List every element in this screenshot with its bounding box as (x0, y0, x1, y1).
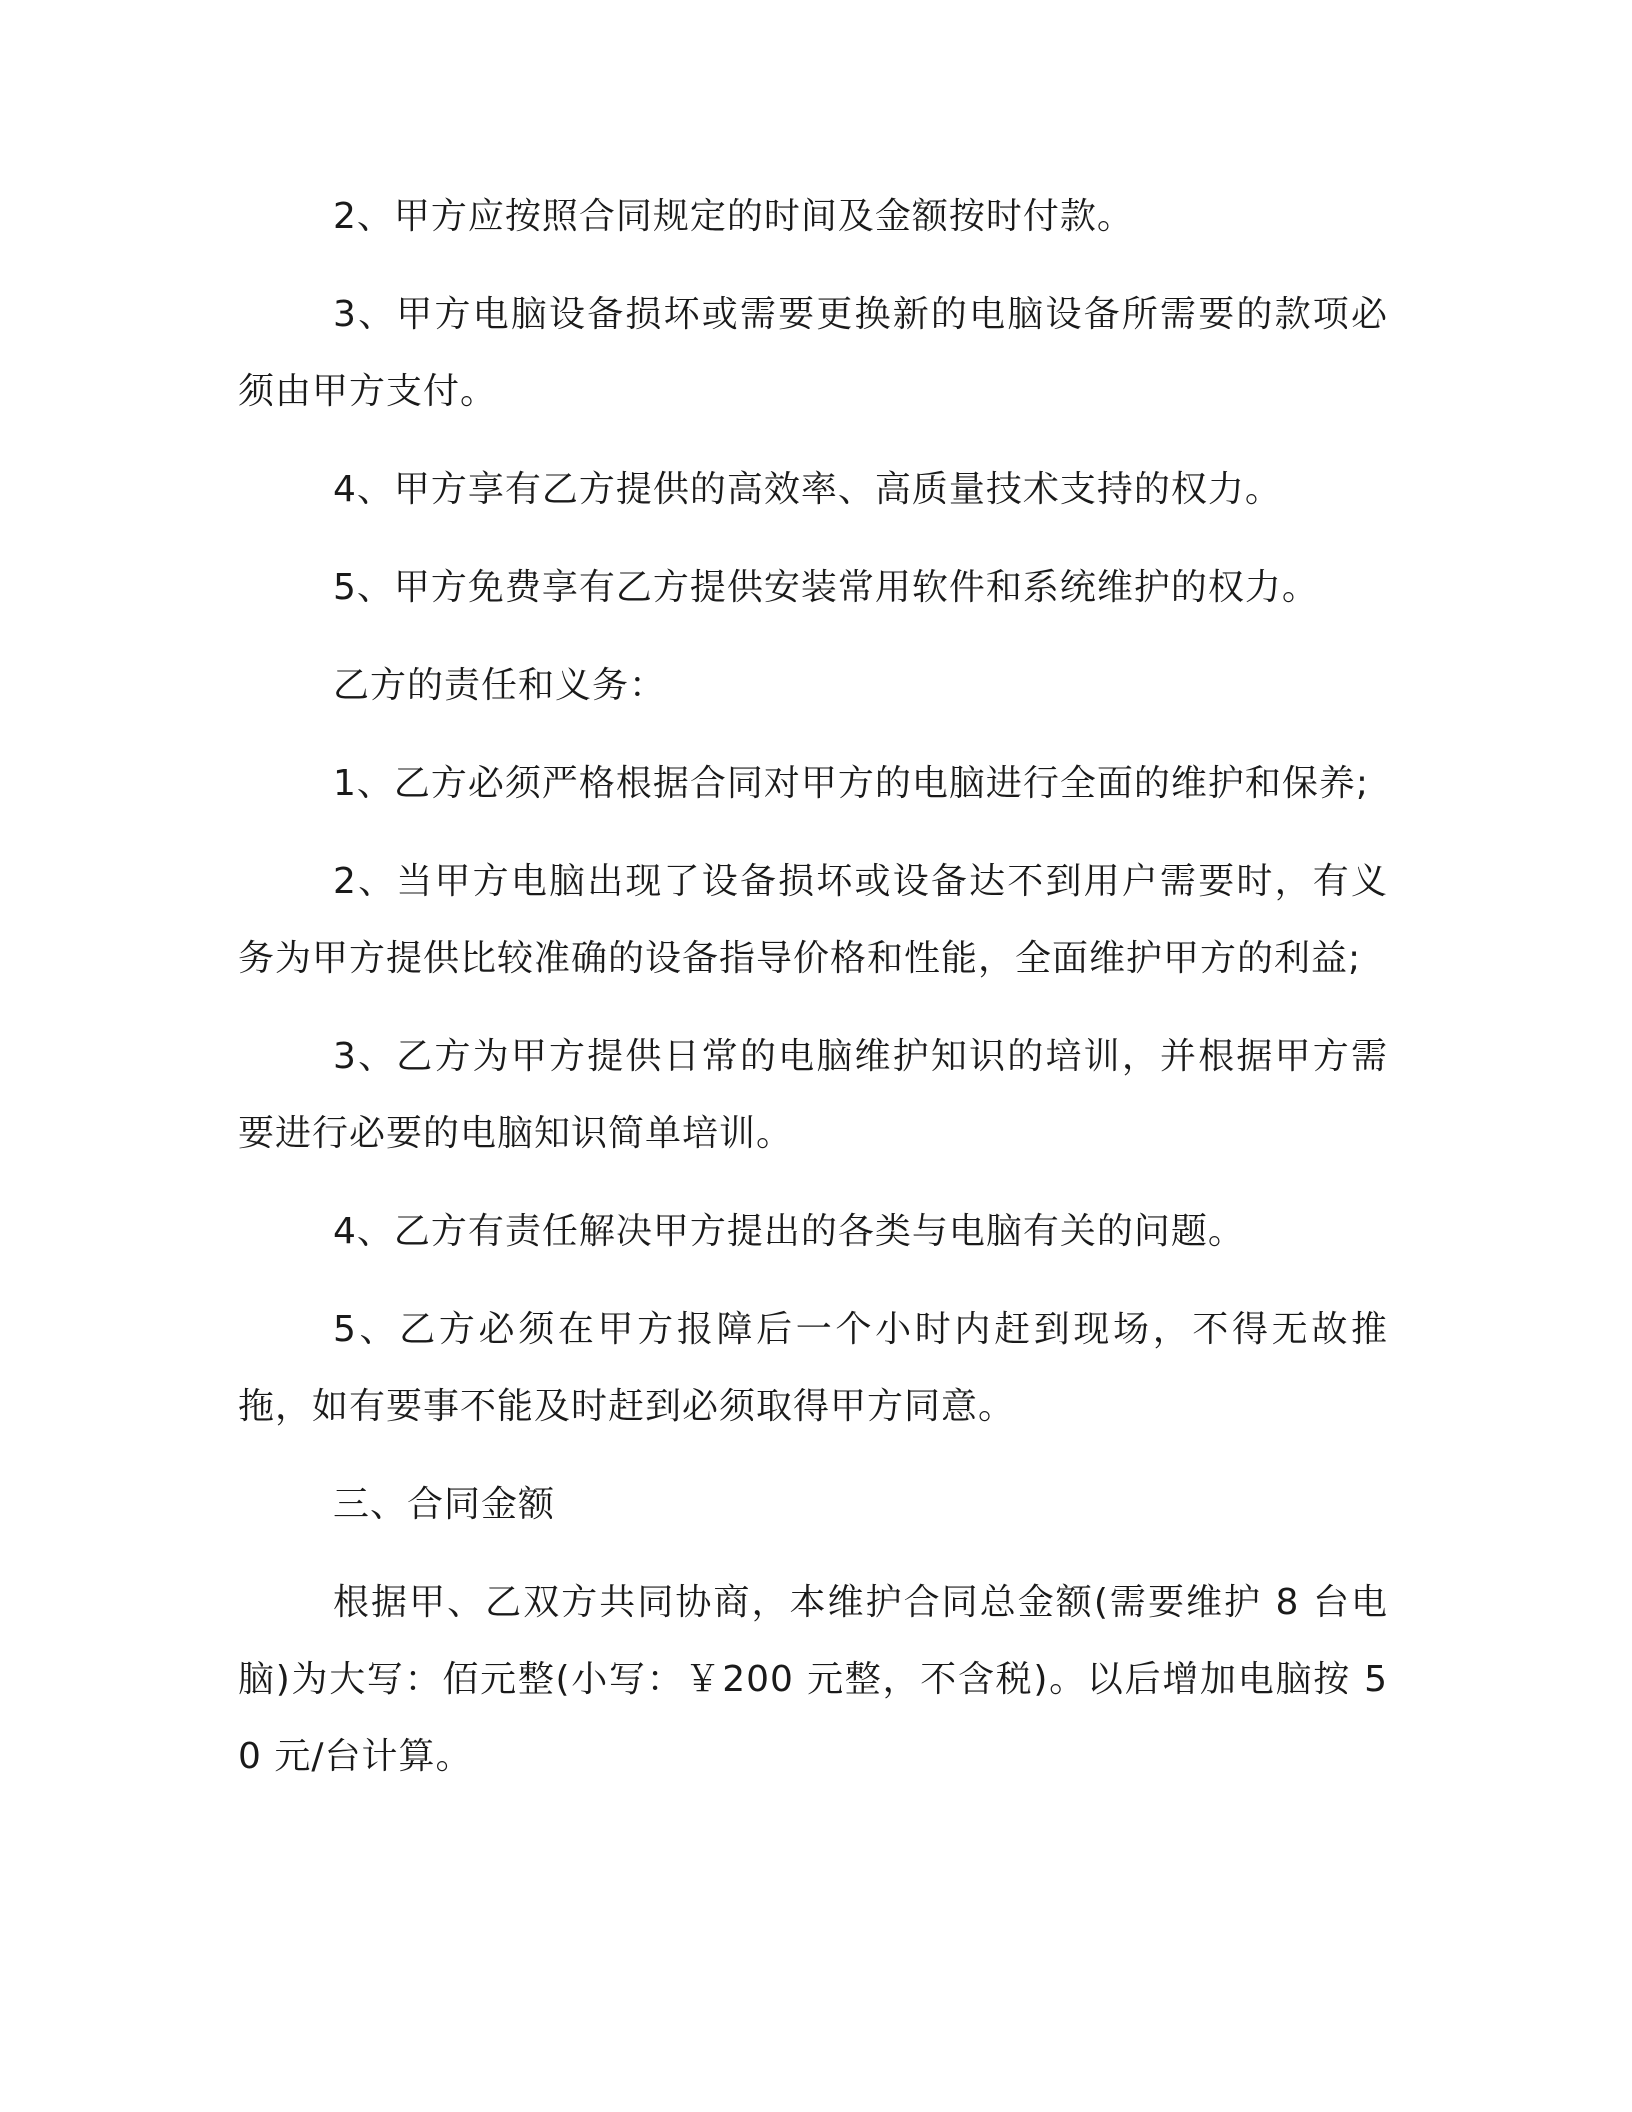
section-contract-amount-heading: 三、合同金额 (333, 1484, 556, 1525)
contract-amount-text: 根据甲、乙双方共同协商，本维护合同总金额(需要维护 8 台电脑)为大写：佰元整(小写：￥200 元整，不含税)。以后增加电脑按 50 元/台计算。 (238, 1582, 1388, 1777)
clause-party-b-2: 2、当甲方电脑出现了设备损坏或设备达不到用户需要时，有义务为甲方提供比较准确的设备指导价格和性能，全面维护甲方的利益; (238, 861, 1388, 979)
section-party-b-heading: 乙方的责任和义务： (333, 665, 667, 706)
clause-party-b-5: 5、乙方必须在甲方报障后一个小时内赶到现场，不得无故推拖，如有要事不能及时赶到必须取得甲方同意。 (238, 1309, 1388, 1427)
clause-party-b-1: 1、乙方必须严格根据合同对甲方的电脑进行全面的维护和保养; (333, 763, 1370, 804)
clause-party-a-4: 4、甲方享有乙方提供的高效率、高质量技术支持的权力。 (333, 469, 1282, 510)
document-body (238, 178, 1388, 1816)
clause-party-a-2: 2、甲方应按照合同规定的时间及金额按时付款。 (333, 196, 1134, 237)
clause-party-a-5: 5、甲方免费享有乙方提供安装常用软件和系统维护的权力。 (333, 567, 1319, 608)
clause-party-b-4: 4、乙方有责任解决甲方提出的各类与电脑有关的问题。 (333, 1211, 1245, 1252)
clause-party-a-3: 3、甲方电脑设备损坏或需要更换新的电脑设备所需要的款项必须由甲方支付。 (238, 294, 1388, 412)
clause-party-b-3: 3、乙方为甲方提供日常的电脑维护知识的培训，并根据甲方需要进行必要的电脑知识简单培训。 (238, 1036, 1388, 1154)
